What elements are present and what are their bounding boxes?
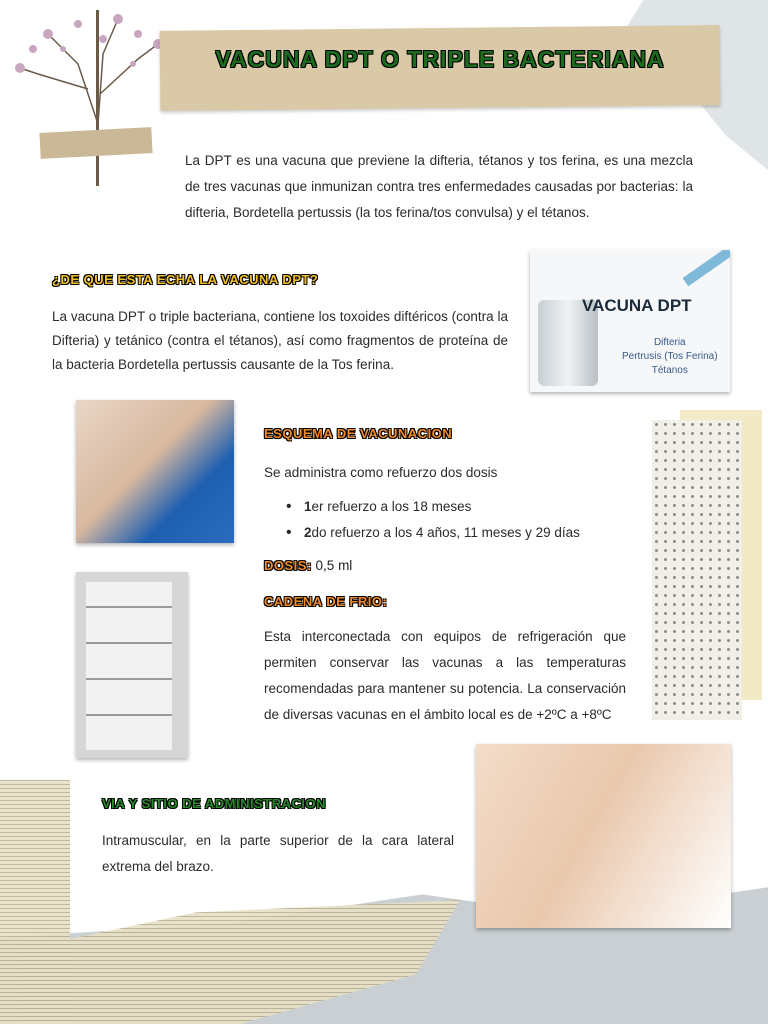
dried-flower-icon xyxy=(8,4,168,124)
dpt-card-line-2: Pertrusis (Tos Ferina) xyxy=(622,351,718,362)
dose-line xyxy=(264,558,352,573)
page-title: VACUNA DPT O TRIPLE BACTERIANA xyxy=(215,46,665,72)
dpt-card-title: VACUNA DPT xyxy=(582,296,692,315)
dose-value: 0,5 ml xyxy=(311,558,353,573)
section-cold-chain-heading: CADENA DE FRIO: xyxy=(264,594,388,609)
section-schedule-text: Se administra como refuerzo dos dosis xyxy=(264,465,498,480)
section-composition-heading: ¿DE QUE ESTA ECHA LA VACUNA DPT? xyxy=(52,272,319,287)
section-composition-text: La vacuna DPT o triple bacteriana, contiene los toxoides diftéricos (contra la Difteria) y tetánico (contra el tétanos), así como fragmentos de proteína de la bacteria Bordetella pertussis causante de la Tos ferina. xyxy=(52,309,508,372)
syringe-icon xyxy=(683,250,730,286)
dpt-card-line-3: Tétanos xyxy=(651,365,688,376)
section-schedule-heading: ESQUEMA DE VACUNACION xyxy=(264,426,453,441)
plant-tape xyxy=(39,127,152,159)
dose-item-2: • 2do refuerzo a los 4 años, 11 meses y 29 días xyxy=(278,520,618,546)
dpt-vaccine-image xyxy=(530,250,730,392)
dpt-card-line-1: Difteria xyxy=(653,337,686,348)
arm-injection-photo xyxy=(76,400,234,543)
section-route-text: Intramuscular, en la parte superior de la cara lateral extrema del brazo. xyxy=(102,833,454,874)
dose-item-1: • 1er refuerzo a los 18 meses xyxy=(278,494,618,520)
dot-pattern-strip xyxy=(652,420,742,720)
dose-list xyxy=(278,494,618,546)
fridge-shelves xyxy=(86,582,172,750)
dose-label: DOSIS: xyxy=(264,558,312,573)
section-route-heading: VIA Y SITIO DE ADMINISTRACION xyxy=(102,796,326,811)
section-cold-chain-text: Esta interconectada con equipos de refrigeración que permiten conservar las vacunas a las temperaturas recomendadas para mantener su potencia. La conservación de diversas vacunas en el ámbito local es de +2ºC a +8ºC xyxy=(264,629,626,722)
baby-injection-photo xyxy=(476,744,731,928)
vaccine-fridge-photo xyxy=(76,572,188,758)
intro-paragraph: La DPT es una vacuna que previene la difteria, tétanos y tos ferina, es una mezcla de tres vacunas que inmunizan contra tres enfermedades causadas por bacterias: la difteria, Bordetella pertussis (la tos ferina/tos convulsa) y el tétanos. xyxy=(185,153,693,220)
dpt-card-list xyxy=(622,336,718,378)
